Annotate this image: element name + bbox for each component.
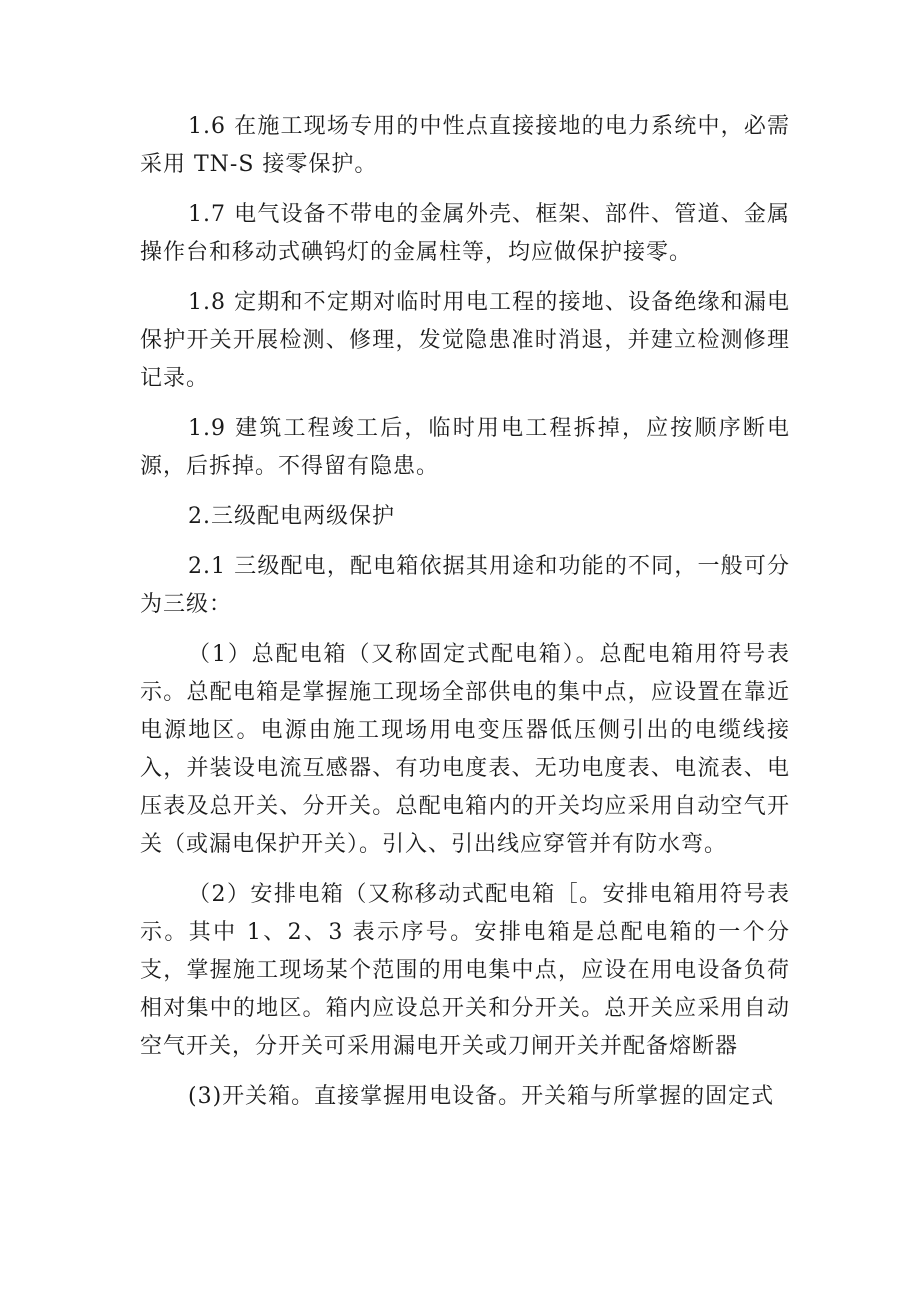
paragraph-1-7: 1.7 电气设备不带电的金属外壳、框架、部件、管道、金属操作台和移动式碘钨灯的金属柱等，均应做保护接零。 <box>140 202 790 265</box>
section-heading-2: 2.三级配电两级保护 <box>188 504 395 529</box>
paragraph-item-3: (3)开关箱。直接掌握用电设备。开关箱与所掌握的固定式 <box>188 1084 775 1109</box>
paragraph-item-2: （2）安排电箱（又称移动式配电箱［。安排电箱用符号表示。其中 1、2、3 表示序号。安排电箱是总配电箱的一个分支，掌握施工现场某个范围的用电集中点，应设在用电设备负荷相对集中的地区。箱内应设总开关和分开关。总开关应采用自动空气开关，分开关可采用漏电开关或刀闸开关并配备熔断器 <box>140 882 790 1059</box>
paragraph-1-8: 1.8 定期和不定期对临时用电工程的接地、设备绝缘和漏电保护开关开展检测、修理，发觉隐患准时消退，并建立检测修理记录。 <box>140 290 790 391</box>
paragraph-2-1: 2.1 三级配电，配电箱依据其用途和功能的不同，一般可分为三级： <box>140 554 790 617</box>
paragraph-1-6: 1.6 在施工现场专用的中性点直接接地的电力系统中，必需采用 TN-S 接零保护。 <box>140 114 790 177</box>
paragraph-1-9: 1.9 建筑工程竣工后，临时用电工程拆掉，应按顺序断电源，后拆掉。不得留有隐患。 <box>140 416 790 479</box>
document-body <box>140 108 790 1128</box>
paragraph-item-1: （1）总配电箱（又称固定式配电箱）。总配电箱用符号表示。总配电箱是掌握施工现场全部供电的集中点，应设置在靠近电源地区。电源由施工现场用电变压器低压侧引出的电缆线接入，并装设电流互感器、有功电度表、无功电度表、电流表、电压表及总开关、分开关。总配电箱内的开关均应采用自动空气开关（或漏电保护开关）。引入、引出线应穿管并有防水弯。 <box>140 642 790 857</box>
